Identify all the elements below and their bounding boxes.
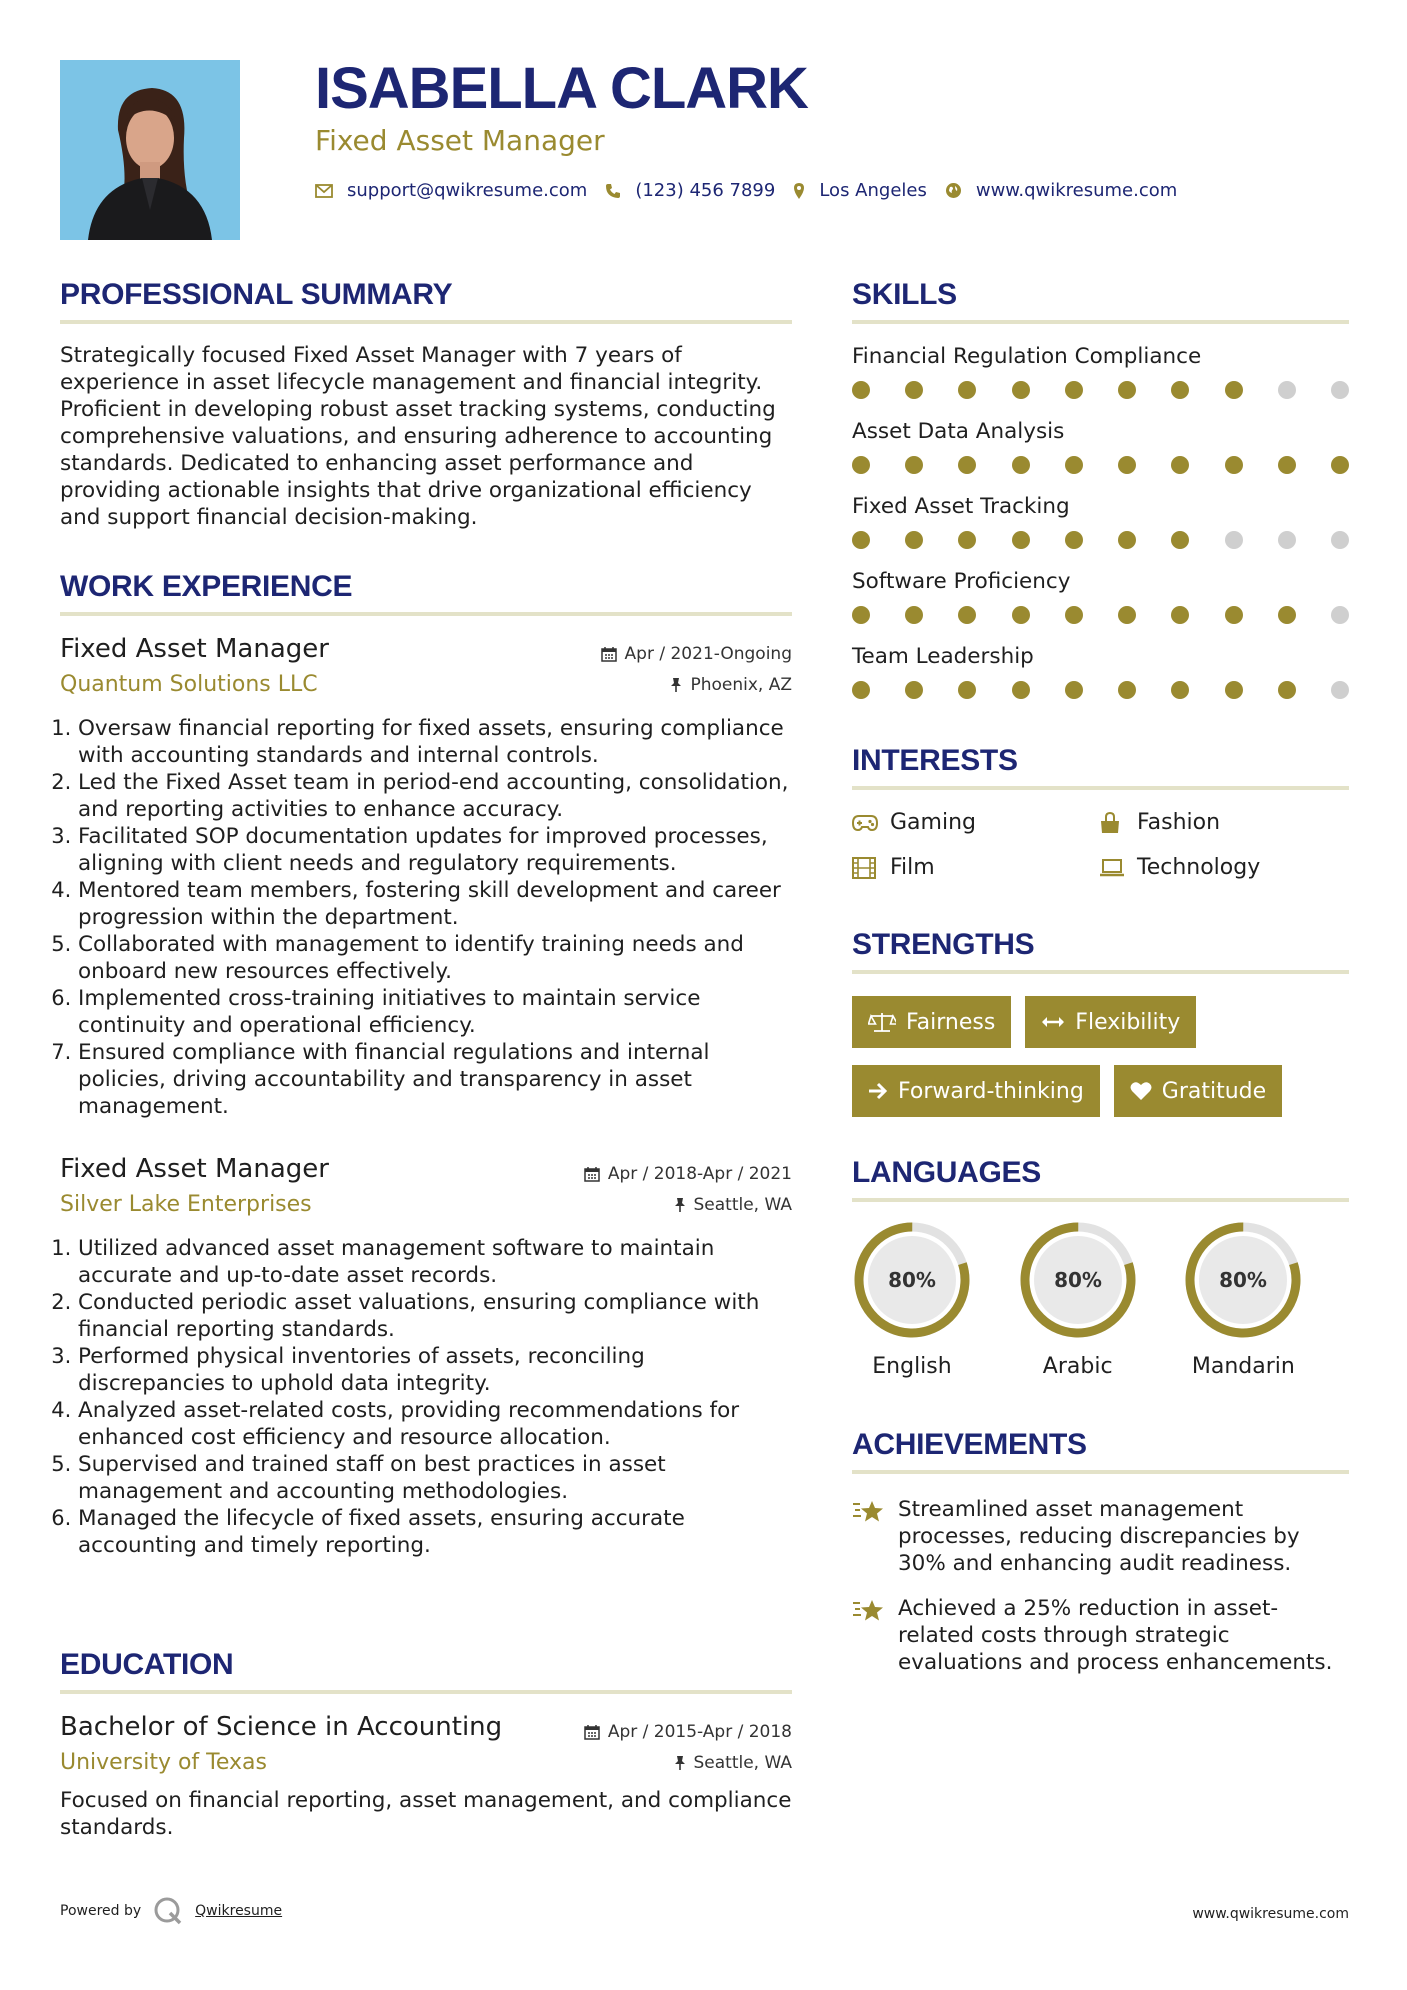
skill-name: Financial Regulation Compliance: [852, 344, 1202, 369]
email-text: support@qwikresume.com: [347, 180, 588, 201]
arrows-horizontal-icon: [1041, 1016, 1065, 1028]
achievement-item: Achieved a 25% reduction in asset-related costs through strategic evaluations and process enhancements.: [852, 1595, 1349, 1676]
list-item: 1. Utilized advanced asset management software to maintain accurate and up-to-date asset records.: [78, 1235, 792, 1289]
rating-dot: [1225, 456, 1243, 474]
language-name: Arabic: [1042, 1354, 1113, 1379]
rating-dot: [1278, 456, 1296, 474]
powered-by-label: Powered by: [60, 1903, 142, 1919]
interest-item: Technology: [1099, 855, 1349, 880]
interest-item: Fashion: [1099, 810, 1349, 835]
rating-dot: [1331, 606, 1349, 624]
strengths-section: [852, 928, 1349, 1117]
company-name: Quantum Solutions LLC: [60, 672, 318, 697]
list-item: 6. Implemented cross-training initiatives to maintain service continuity and operational efficiency.: [78, 985, 792, 1039]
person-portrait-icon: [60, 60, 240, 240]
globe-icon: [945, 182, 962, 199]
language-item: [852, 1220, 1018, 1379]
rating-dot: [958, 381, 976, 399]
interests-section: [852, 744, 1349, 880]
rating-dot: [905, 381, 923, 399]
pushpin-icon: [674, 1197, 686, 1213]
candidate-name: ISABELLA CLARK: [315, 56, 808, 121]
languages-list: [852, 1220, 1349, 1379]
rating-dot: [1171, 456, 1189, 474]
rating-dot: [1225, 606, 1243, 624]
contact-email[interactable]: [315, 180, 587, 201]
rating-dot: [1171, 531, 1189, 549]
languages-heading: LANGUAGES: [852, 1156, 1041, 1189]
candidate-title: Fixed Asset Manager: [315, 124, 605, 157]
experience-heading: WORK EXPERIENCE: [60, 570, 353, 603]
rating-dot: [1065, 681, 1083, 699]
education-date: Apr / 2015-Apr / 2018: [584, 1722, 792, 1742]
section-divider: [852, 786, 1349, 790]
skill-rating: [852, 456, 1349, 474]
education-location: Seattle, WA: [674, 1753, 793, 1773]
rating-dot: [1118, 381, 1136, 399]
skill-name: Software Proficiency: [852, 569, 1071, 594]
experience-section: [60, 570, 792, 1559]
rating-dot: [905, 606, 923, 624]
education-entry: [60, 1712, 792, 1841]
job-location: Seattle, WA: [674, 1195, 793, 1215]
achievement-item: Streamlined asset management processes, reducing discrepancies by 30% and enhancing audit readiness.: [852, 1496, 1349, 1577]
company-name: Silver Lake Enterprises: [60, 1192, 312, 1217]
summary-text: Strategically focused Fixed Asset Manager with 7 years of experience in asset lifecycle management and financial integrity. Proficient in developing robust asset tracking systems, conducting comprehensive valuations, and ensuring adherence to accounting standards. Dedicated to enhancing asset performance and providing actionable insights that drive organizational efficiency and support financial decision-making.: [60, 343, 776, 530]
rating-dot: [852, 531, 870, 549]
degree-title: Bachelor of Science in Accounting: [60, 1712, 503, 1742]
strength-tag: Forward-thinking: [852, 1065, 1100, 1117]
list-item: 5. Supervised and trained staff on best practices in asset management and accounting methodologies.: [78, 1451, 792, 1505]
rating-dot: [1225, 381, 1243, 399]
strengths-heading: STRENGTHS: [852, 928, 1035, 961]
language-progress-ring: [1183, 1220, 1303, 1340]
rating-dot: [958, 456, 976, 474]
language-item: [1018, 1220, 1184, 1379]
list-item: 2. Led the Fixed Asset team in period-end accounting, consolidation, and reporting activities to enhance accuracy.: [78, 769, 792, 823]
arrow-right-icon: [868, 1082, 888, 1100]
rating-dot: [1171, 381, 1189, 399]
rating-dot: [905, 456, 923, 474]
rating-dot: [905, 531, 923, 549]
list-item: 3. Facilitated SOP documentation updates for improved processes, aligning with client needs and regulatory requirements.: [78, 823, 792, 877]
section-divider: [60, 1690, 792, 1694]
rating-dot: [852, 381, 870, 399]
rating-dot: [1278, 606, 1296, 624]
rating-dot: [1012, 606, 1030, 624]
rating-dot: [1065, 381, 1083, 399]
rating-dot: [1278, 381, 1296, 399]
location-text: Los Angeles: [819, 180, 927, 201]
skill-rating: [852, 531, 1349, 549]
interest-item: Film: [852, 855, 1099, 880]
job-title: Fixed Asset Manager: [60, 634, 329, 664]
profile-photo: [60, 60, 240, 240]
list-item: 4. Analyzed asset-related costs, providing recommendations for enhanced cost efficiency and resource allocation.: [78, 1397, 792, 1451]
pushpin-icon: [674, 1755, 686, 1771]
interests-heading: INTERESTS: [852, 744, 1018, 777]
rating-dot: [1278, 681, 1296, 699]
skills-heading: SKILLS: [852, 278, 957, 311]
envelope-icon: [315, 184, 333, 198]
section-divider: [852, 1470, 1349, 1474]
contact-bar: [315, 180, 1195, 201]
language-name: Mandarin: [1191, 1354, 1295, 1379]
skill-rating: [852, 681, 1349, 699]
skills-section: [852, 278, 1349, 699]
rating-dot: [1065, 531, 1083, 549]
rating-dot: [1171, 606, 1189, 624]
calendar-icon: [584, 1724, 600, 1740]
rating-dot: [1012, 456, 1030, 474]
education-section: [60, 1648, 792, 1841]
section-divider: [852, 1198, 1349, 1202]
rating-dot: [1065, 456, 1083, 474]
skill-rating: [852, 381, 1349, 399]
rating-dot: [1331, 456, 1349, 474]
footer-website[interactable]: www.qwikresume.com: [1192, 1906, 1349, 1922]
calendar-icon: [584, 1166, 600, 1182]
list-item: 2. Conducted periodic asset valuations, ensuring compliance with financial reporting standards.: [78, 1289, 792, 1343]
rating-dot: [1278, 531, 1296, 549]
list-item: 5. Collaborated with management to identify training needs and onboard new resources effectively.: [78, 931, 792, 985]
language-progress-ring: [1018, 1220, 1138, 1340]
rating-dot: [1118, 531, 1136, 549]
film-icon: [852, 857, 880, 879]
job-bullets: [60, 1235, 792, 1559]
job-entry: [60, 1154, 792, 1559]
rating-dot: [958, 681, 976, 699]
job-title: Fixed Asset Manager: [60, 1154, 329, 1184]
rating-dot: [1331, 681, 1349, 699]
calendar-icon: [601, 646, 617, 662]
phone-text: (123) 456 7899: [635, 180, 776, 201]
section-divider: [852, 970, 1349, 974]
rating-dot: [1118, 681, 1136, 699]
language-item: [1183, 1220, 1349, 1379]
shooting-star-icon: [852, 1595, 898, 1676]
rating-dot: [1118, 456, 1136, 474]
education-description: Focused on financial reporting, asset management, and compliance standards.: [60, 1788, 792, 1840]
rating-dot: [852, 456, 870, 474]
list-item: 4. Mentored team members, fostering skill development and career progression within the department.: [78, 877, 792, 931]
rating-dot: [958, 606, 976, 624]
language-progress-ring: [852, 1220, 972, 1340]
rating-dot: [852, 606, 870, 624]
language-percent: 80%: [1053, 1268, 1102, 1292]
rating-dot: [1225, 681, 1243, 699]
contact-location: [793, 180, 927, 201]
shooting-star-icon: [852, 1496, 898, 1577]
job-entry: [60, 634, 792, 1120]
footer-powered-by: [60, 1896, 282, 1926]
section-divider: [60, 612, 792, 616]
qwikresume-logo-icon: [153, 1896, 183, 1926]
strength-tag: Fairness: [852, 996, 1011, 1048]
summary-heading: PROFESSIONAL SUMMARY: [60, 278, 453, 311]
rating-dot: [1012, 681, 1030, 699]
contact-website[interactable]: [945, 180, 1177, 201]
list-item: 3. Performed physical inventories of assets, reconciling discrepancies to uphold data integrity.: [78, 1343, 792, 1397]
skill-name: Team Leadership: [852, 644, 1034, 669]
achievements-section: [852, 1428, 1349, 1676]
interest-item: Gaming: [852, 810, 1099, 835]
rating-dot: [1225, 531, 1243, 549]
summary-section: [60, 278, 792, 531]
rating-dot: [1065, 606, 1083, 624]
language-percent: 80%: [888, 1268, 936, 1292]
gamepad-icon: [852, 815, 880, 831]
education-heading: EDUCATION: [60, 1648, 234, 1681]
strength-tag: Gratitude: [1114, 1065, 1282, 1117]
contact-phone[interactable]: [605, 180, 775, 201]
section-divider: [852, 320, 1349, 324]
list-item: 7. Ensured compliance with financial regulations and internal policies, driving accountability and transparency in asset management.: [78, 1039, 792, 1120]
languages-section: [852, 1156, 1349, 1379]
rating-dot: [1331, 531, 1349, 549]
heart-icon: [1130, 1081, 1152, 1101]
balance-scale-icon: [868, 1011, 896, 1033]
job-bullets: [60, 715, 792, 1120]
rating-dot: [1171, 681, 1189, 699]
list-item: 6. Managed the lifecycle of fixed assets, ensuring accurate accounting and timely reporting.: [78, 1505, 792, 1559]
section-divider: [60, 320, 792, 324]
skill-rating: [852, 606, 1349, 624]
school-name: University of Texas: [60, 1750, 267, 1775]
job-date: Apr / 2018-Apr / 2021: [584, 1164, 792, 1184]
pushpin-icon: [670, 677, 682, 693]
strength-tag: Flexibility: [1025, 996, 1196, 1048]
achievements-heading: ACHIEVEMENTS: [852, 1428, 1087, 1461]
website-text: www.qwikresume.com: [975, 180, 1178, 201]
rating-dot: [1118, 606, 1136, 624]
map-pin-icon: [793, 182, 805, 200]
list-item: 1. Oversaw financial reporting for fixed assets, ensuring compliance with accounting standards and internal controls.: [78, 715, 792, 769]
rating-dot: [1331, 381, 1349, 399]
skill-name: Asset Data Analysis: [852, 419, 1065, 444]
phone-icon: [605, 183, 621, 199]
job-location: Phoenix, AZ: [670, 675, 792, 695]
skills-list: [852, 344, 1349, 699]
language-name: English: [872, 1354, 952, 1379]
rating-dot: [958, 531, 976, 549]
language-percent: 80%: [1219, 1268, 1268, 1292]
shopping-bag-icon: [1099, 812, 1127, 834]
skill-name: Fixed Asset Tracking: [852, 494, 1070, 519]
rating-dot: [905, 681, 923, 699]
laptop-icon: [1099, 859, 1127, 877]
rating-dot: [852, 681, 870, 699]
job-date: Apr / 2021-Ongoing: [601, 644, 792, 664]
rating-dot: [1012, 381, 1030, 399]
rating-dot: [1012, 531, 1030, 549]
qwikresume-link[interactable]: Qwikresume: [195, 1903, 283, 1919]
